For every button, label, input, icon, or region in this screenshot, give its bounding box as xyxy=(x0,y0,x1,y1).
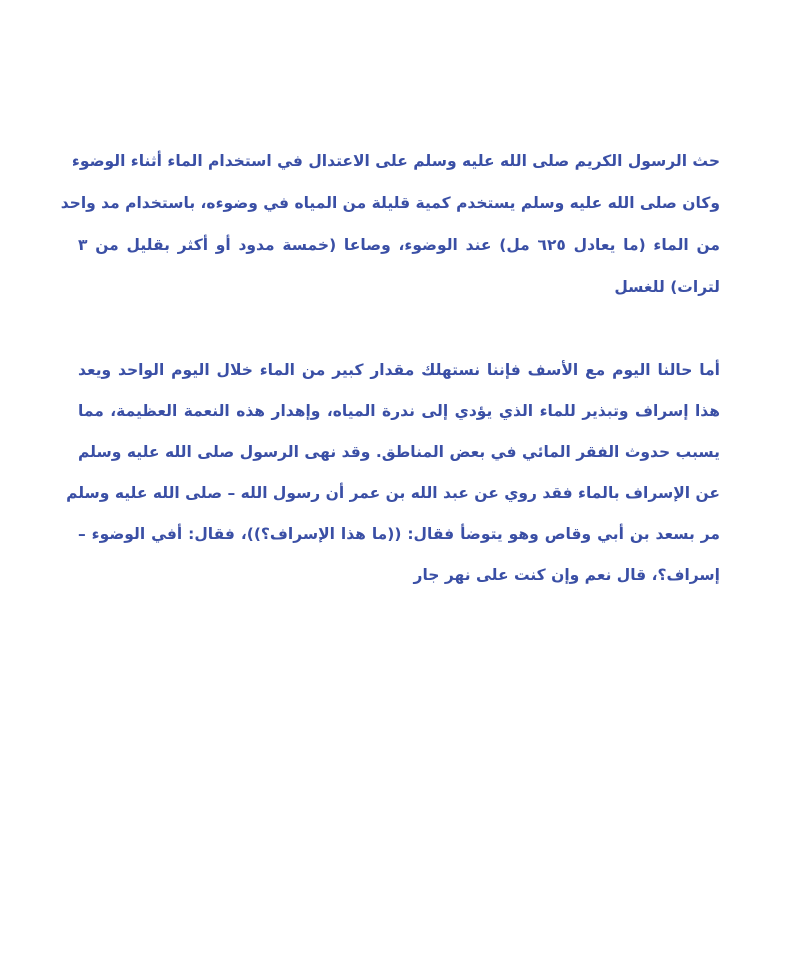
text-line: أما حالنا اليوم مع الأسف فإننا نستهلك مقدار كبير من الماء خلال اليوم الواحد ويعد xyxy=(78,361,720,379)
text-line: إسراف؟، قال نعم وإن كنت على نهر جار xyxy=(413,566,720,584)
text-line: حث الرسول الكريم صلى الله عليه وسلم على الاعتدال في استخدام الماء أثناء الوضوء xyxy=(71,152,720,170)
paragraph-water-waste xyxy=(66,350,720,596)
text-line: هذا إسراف وتبذير للماء الذي يؤدي إلى ندرة المياه، وإهدار هذه النعمة العظيمة، مما xyxy=(78,402,720,420)
paragraph-water-moderation xyxy=(60,140,720,308)
document-body xyxy=(60,140,720,596)
text-line: وكان صلى الله عليه وسلم يستخدم كمية قليلة من المياه في وضوءه، باستخدام مد واحد xyxy=(60,194,720,212)
text-line: لترات) للغسل xyxy=(614,278,720,296)
text-line: عن الإسراف بالماء فقد روي عن عبد الله بن عمر أن رسول الله – صلى الله عليه وسلم xyxy=(66,484,720,502)
text-line: من الماء (ما يعادل ٦٢٥ مل) عند الوضوء، وصاعا (خمسة مدود أو أكثر بقليل من ٣ xyxy=(78,236,720,254)
text-line: مر بسعد بن أبي وقاص وهو يتوضأ فقال: ((ما هذا الإسراف؟))، فقال: أفي الوضوء – xyxy=(78,525,720,543)
text-line: يسبب حدوث الفقر المائي في بعض المناطق. وقد نهى الرسول صلى الله عليه وسلم xyxy=(78,443,720,461)
